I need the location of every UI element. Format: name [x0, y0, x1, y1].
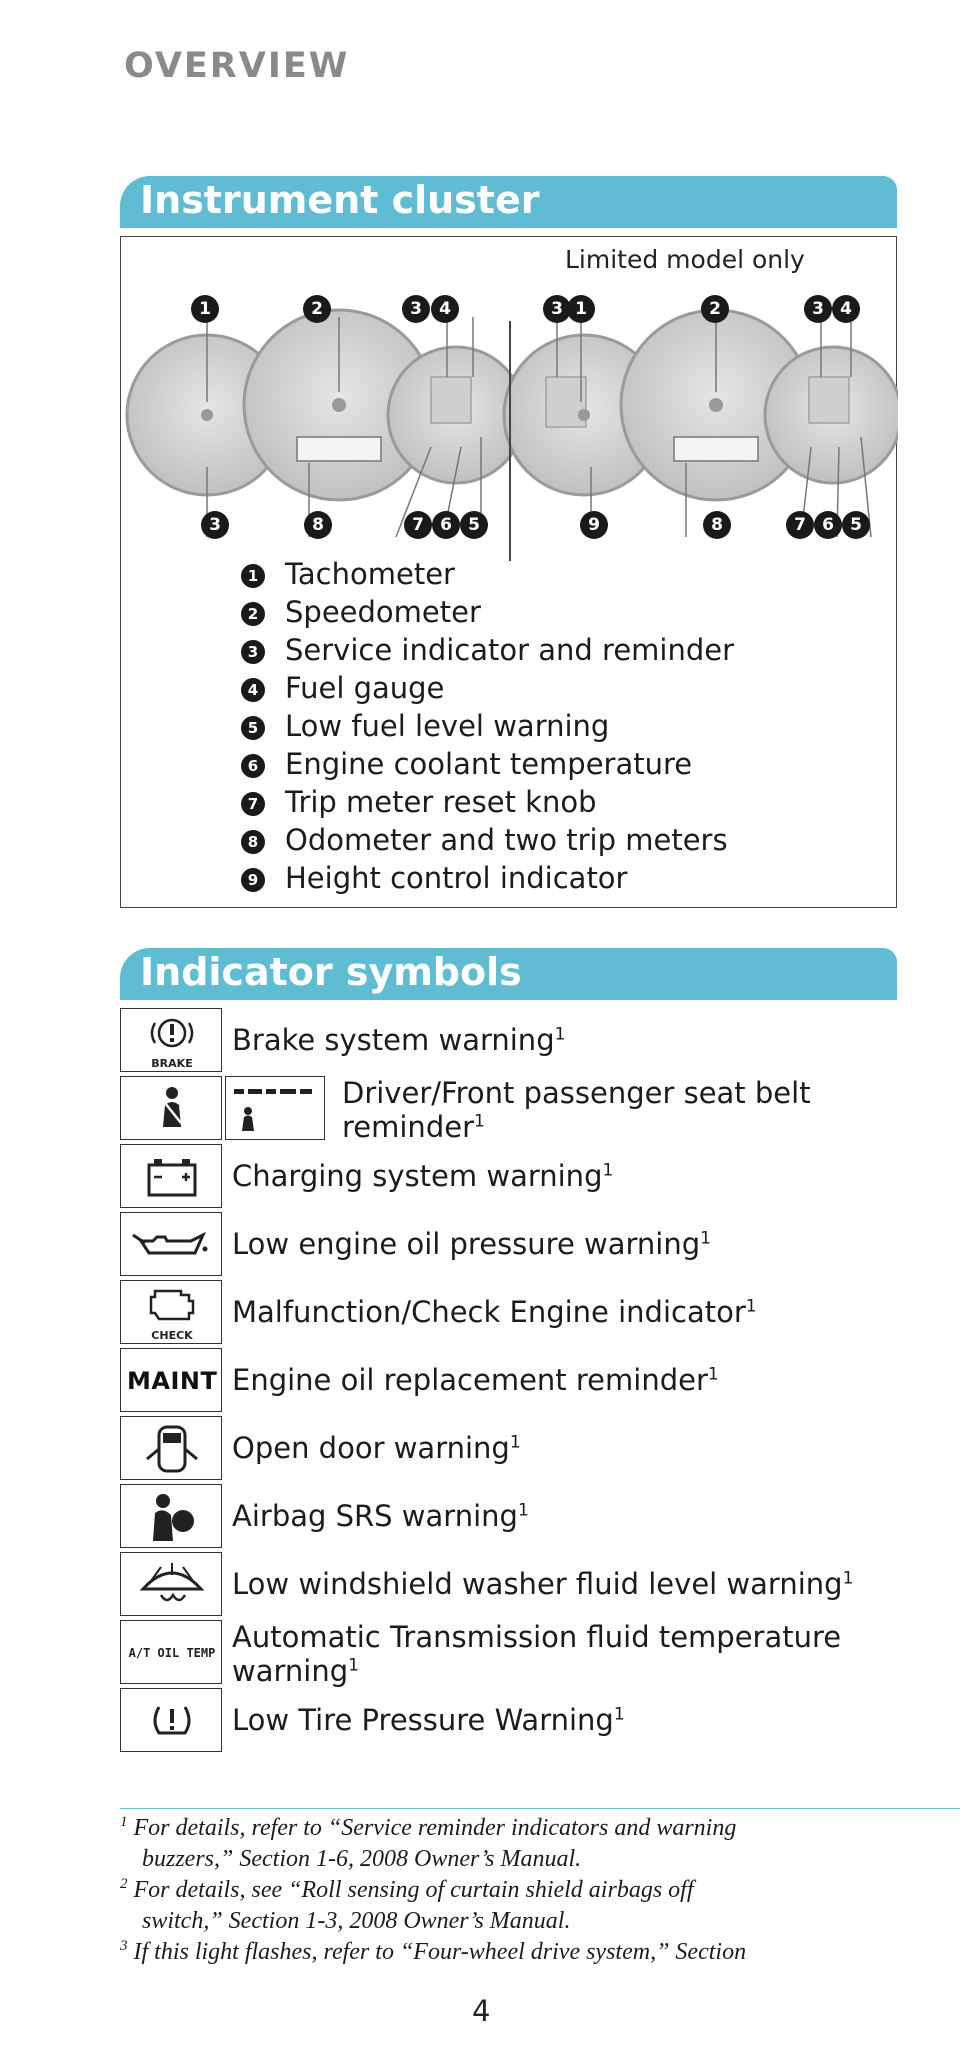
right-cluster-gauges: [504, 310, 898, 537]
indicator-symbols-header: [120, 948, 897, 1000]
indicator-label: Driver/Front passenger seat belt reminder$^1$: [342, 1076, 811, 1144]
page-number: 4: [472, 1994, 491, 2028]
maint-icon: [120, 1348, 222, 1412]
legend-label: Trip meter reset knob: [285, 785, 597, 819]
seat-belt-icon: [120, 1076, 222, 1140]
washer-fluid-icon: [120, 1552, 222, 1616]
footnote: $^2$ For details, see “Roll sensing of curtain shield airbags off switch,” Section 1-3, 2008 Owner’s Manual.: [120, 1876, 694, 1934]
legend-number: 7: [241, 792, 265, 816]
passenger-seat-belt-icon: [225, 1076, 325, 1140]
indicator-label: Engine oil replacement reminder$^1$: [232, 1363, 719, 1397]
indicator-symbols-title: Indicator symbols: [140, 950, 522, 994]
footnote: $^1$ For details, refer to “Service reminder indicators and warning buzzers,” Section 1-6, 2008 Owner’s Manual.: [120, 1814, 737, 1872]
legend-label: Tachometer: [285, 557, 455, 591]
legend-number: 8: [241, 830, 265, 854]
instrument-cluster-panel: [120, 236, 897, 908]
left-cluster-gauges: [127, 310, 524, 537]
callout-badge: 2: [303, 295, 331, 323]
callout-badge: 5: [460, 511, 488, 539]
open-door-icon: [120, 1416, 222, 1480]
legend-label: Height control indicator: [285, 861, 628, 895]
legend-number: 4: [241, 678, 265, 702]
indicator-label: Airbag SRS warning$^1$: [232, 1499, 529, 1533]
legend-number: 6: [241, 754, 265, 778]
callout-badge: 8: [703, 511, 731, 539]
callout-badge: 4: [431, 295, 459, 323]
brake-warning-icon: [120, 1008, 222, 1072]
legend-number: 1: [241, 564, 265, 588]
callout-badge: 3: [402, 295, 430, 323]
legend-label: Service indicator and reminder: [285, 633, 735, 667]
legend-number: 3: [241, 640, 265, 664]
odometer-display: [297, 437, 381, 461]
callout-badge: 7: [786, 511, 814, 539]
maint-icon-text: MAINT: [127, 1367, 218, 1395]
indicator-label: Low windshield washer fluid level warning$^1$: [232, 1567, 854, 1601]
callout-badge: 7: [404, 511, 432, 539]
callout-badge: 4: [832, 295, 860, 323]
callout-badge: 5: [842, 511, 870, 539]
brake-icon-text: BRAKE: [151, 1057, 193, 1070]
callout-badge: 3: [804, 295, 832, 323]
callout-badge: 3: [201, 511, 229, 539]
legend-number: 2: [241, 602, 265, 626]
callout-badge: 3: [543, 295, 571, 323]
oil-can-icon: [120, 1212, 222, 1276]
at-oil-temp-icon: [120, 1620, 222, 1684]
battery-icon: [120, 1144, 222, 1208]
legend-label: Speedometer: [285, 595, 481, 629]
callout-badge: 6: [432, 511, 460, 539]
footnote: $^3$ If this light flashes, refer to “Four-wheel drive system,” Section: [120, 1938, 747, 1965]
callout-badge: 1: [567, 295, 595, 323]
indicator-label: Low Tire Pressure Warning$^1$: [232, 1703, 625, 1737]
cluster-divider: [509, 321, 511, 561]
legend-label: Low fuel level warning: [285, 709, 610, 743]
legend-label: Odometer and two trip meters: [285, 823, 728, 857]
tire-pressure-icon: [120, 1688, 222, 1752]
indicator-label: Low engine oil pressure warning$^1$: [232, 1227, 711, 1261]
callout-badge: 8: [304, 511, 332, 539]
indicator-label: Automatic Transmission fluid temperature warning$^1$: [232, 1620, 842, 1688]
callout-badge: 9: [580, 511, 608, 539]
at-oil-temp-icon-text: A/T OIL TEMP: [128, 1646, 216, 1660]
legend-number: 9: [241, 868, 265, 892]
airbag-icon: [120, 1484, 222, 1548]
instrument-cluster-header: [120, 176, 897, 228]
indicator-label: Charging system warning$^1$: [232, 1159, 614, 1193]
instrument-cluster-title: Instrument cluster: [140, 178, 540, 222]
legend-label: Engine coolant temperature: [285, 747, 693, 781]
check-engine-icon: [120, 1280, 222, 1344]
callout-badge: 6: [814, 511, 842, 539]
indicator-label: Brake system warning$^1$: [232, 1023, 566, 1057]
legend-label: Fuel gauge: [285, 671, 445, 705]
indicator-label: Malfunction/Check Engine indicator$^1$: [232, 1295, 757, 1329]
limited-model-note: Limited model only: [565, 245, 805, 274]
indicator-label: Open door warning$^1$: [232, 1431, 521, 1465]
check-icon-text: CHECK: [151, 1329, 193, 1342]
legend-number: 5: [241, 716, 265, 740]
callout-badge: 2: [701, 295, 729, 323]
callout-badge: 1: [191, 295, 219, 323]
footnotes: [120, 1808, 960, 1968]
page-heading: OVERVIEW: [124, 46, 350, 86]
